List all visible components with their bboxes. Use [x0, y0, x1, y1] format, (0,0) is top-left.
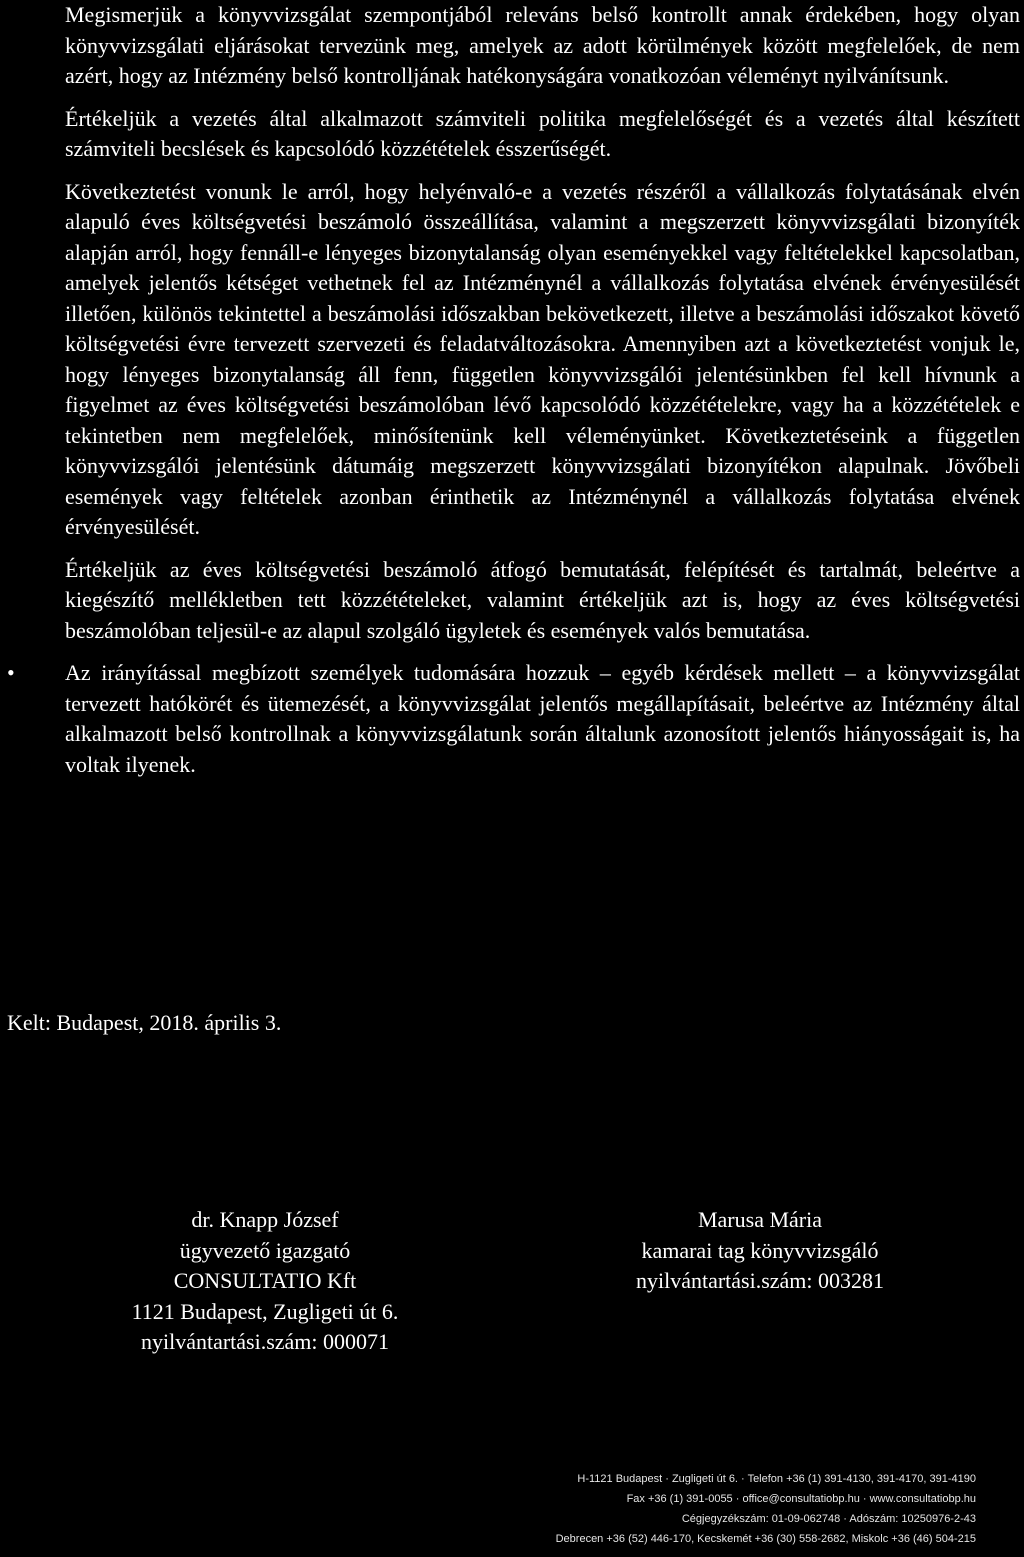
- registration-number: nyilvántartási.szám: 000071: [140, 1329, 390, 1354]
- signatory-name: dr. Knapp József: [191, 1207, 339, 1232]
- paragraph-presentation: Értékeljük az éves költségvetési beszámoló átfogó bemutatását, felépítését és tartalmát, beleértve a kiegészítő mellékletben tett közzétételeket, valamint értékeljük azt is, hogy az éves költségvetési beszámolóban teljesül-e az alapul szolgáló ügyletek és események valós bemutatása.: [65, 556, 1020, 643]
- paragraph-accounting-policy: Értékeljük a vezetés által alkalmazott számviteli politika megfelelőségét és a vezetés által készített számviteli becslések és kapcsolódó közzétételek ésszerűségét.: [65, 105, 1020, 161]
- document-body: [7, 0, 1020, 792]
- registration-number: nyilvántartási.szám: 003281: [635, 1268, 885, 1293]
- signatory-title: ügyvezető igazgató: [179, 1237, 351, 1263]
- company-address: 1121 Budapest, Zugligeti út 6.: [131, 1298, 399, 1324]
- paragraph-governance-communication: Az irányítással megbízott személyek tudomására hozzuk – egyéb kérdések mellett – a könyvvizsgálat tervezett hatókörét és ütemezését, a könyvvizsgálat jelentős megállapításait, beleértve az Intézmény által alkalmazott belső kontrollnak a könyvvizsgálatunk során általunk azonosított jelentős hiányosságait is, ha voltak ilyenek.: [65, 660, 1020, 777]
- paragraph-internal-control: Megismerjük a könyvvizsgálat szempontjából releváns belső kontrollt annak érdekében, hogy olyan könyvvizsgálati eljárásokat tervezünk meg, amelyek az adott körülmények között megfelelőek, de nem azért, hogy az Intézmény belső kontrolljának hatékonyságára vonatkozóan véleményt nyilvánítsunk.: [65, 2, 1020, 88]
- bullet-icon: •: [7, 660, 15, 685]
- paragraph-going-concern: Következtetést vonunk le arról, hogy helyénvaló-e a vezetés részéről a vállalkozás folytatásának elvén alapuló éves költségvetési beszámoló összeállítása, valamint a megszerzett könyvvizsgálati bizonyíték alapján arról, hogy fennáll-e lényeges bizonytalanság olyan eseményekkel vagy feltételekkel kapcsolatban, amelyek jelentős kétséget vethetnek fel az Intézménynél a vállalkozás folytatása elvének érvényesülését illetően, különös tekintettel a beszámolási időszakban bekövetkezett, illetve a beszámolási időszakot követő költségvetési évre tervezett szervezeti és feladatváltozásokra. Amennyiben azt a következtetést vonjuk le, hogy lényeges bizonytalanság áll fenn, független könyvvizsgálói jelentésünkben fel kell hívnunk a figyelmet az éves költségvetési beszámolóban lévő kapcsolódó közzétételekre, vagy ha a közzétételek e tekintetben nem megfelelőek, minősítenünk kell véleményünket. Következtetéseink a független könyvvizsgálói jelentésünk dátumáig megszerzett könyvvizsgálati bizonyítékon alapulnak. Jövőbeli események vagy feltételek azonban érinthetik az Intézménynél a vállalkozás folytatása elvének érvényesülését.: [65, 178, 1020, 539]
- bullet-item: [7, 658, 1020, 780]
- footer-contact: Fax +36 (1) 391-0055 · office@consultatiobp.hu · www.consultatiobp.hu: [626, 1493, 976, 1505]
- page-footer: [556, 1469, 976, 1549]
- signatory-name: Marusa Mária: [697, 1207, 822, 1232]
- footer-offices: Debrecen +36 (52) 446-170, Kecskemét +36 (30) 558-2682, Miskolc +36 (46) 504-215: [555, 1533, 976, 1545]
- date-line: Kelt: Budapest, 2018. április 3.: [7, 1010, 282, 1035]
- signature-block-right: [580, 1205, 940, 1297]
- footer-registration: Cégjegyzékszám: 01-09-062748 · Adószám: 10250976-2-43: [681, 1513, 976, 1525]
- signatory-title: kamarai tag könyvvizsgáló: [641, 1237, 879, 1263]
- footer-address: H-1121 Budapest · Zugligeti út 6. · Telefon +36 (1) 391-4130, 391-4170, 391-4190: [577, 1473, 976, 1485]
- signature-block-left: [80, 1205, 450, 1358]
- company-name: CONSULTATIO Kft: [173, 1268, 357, 1293]
